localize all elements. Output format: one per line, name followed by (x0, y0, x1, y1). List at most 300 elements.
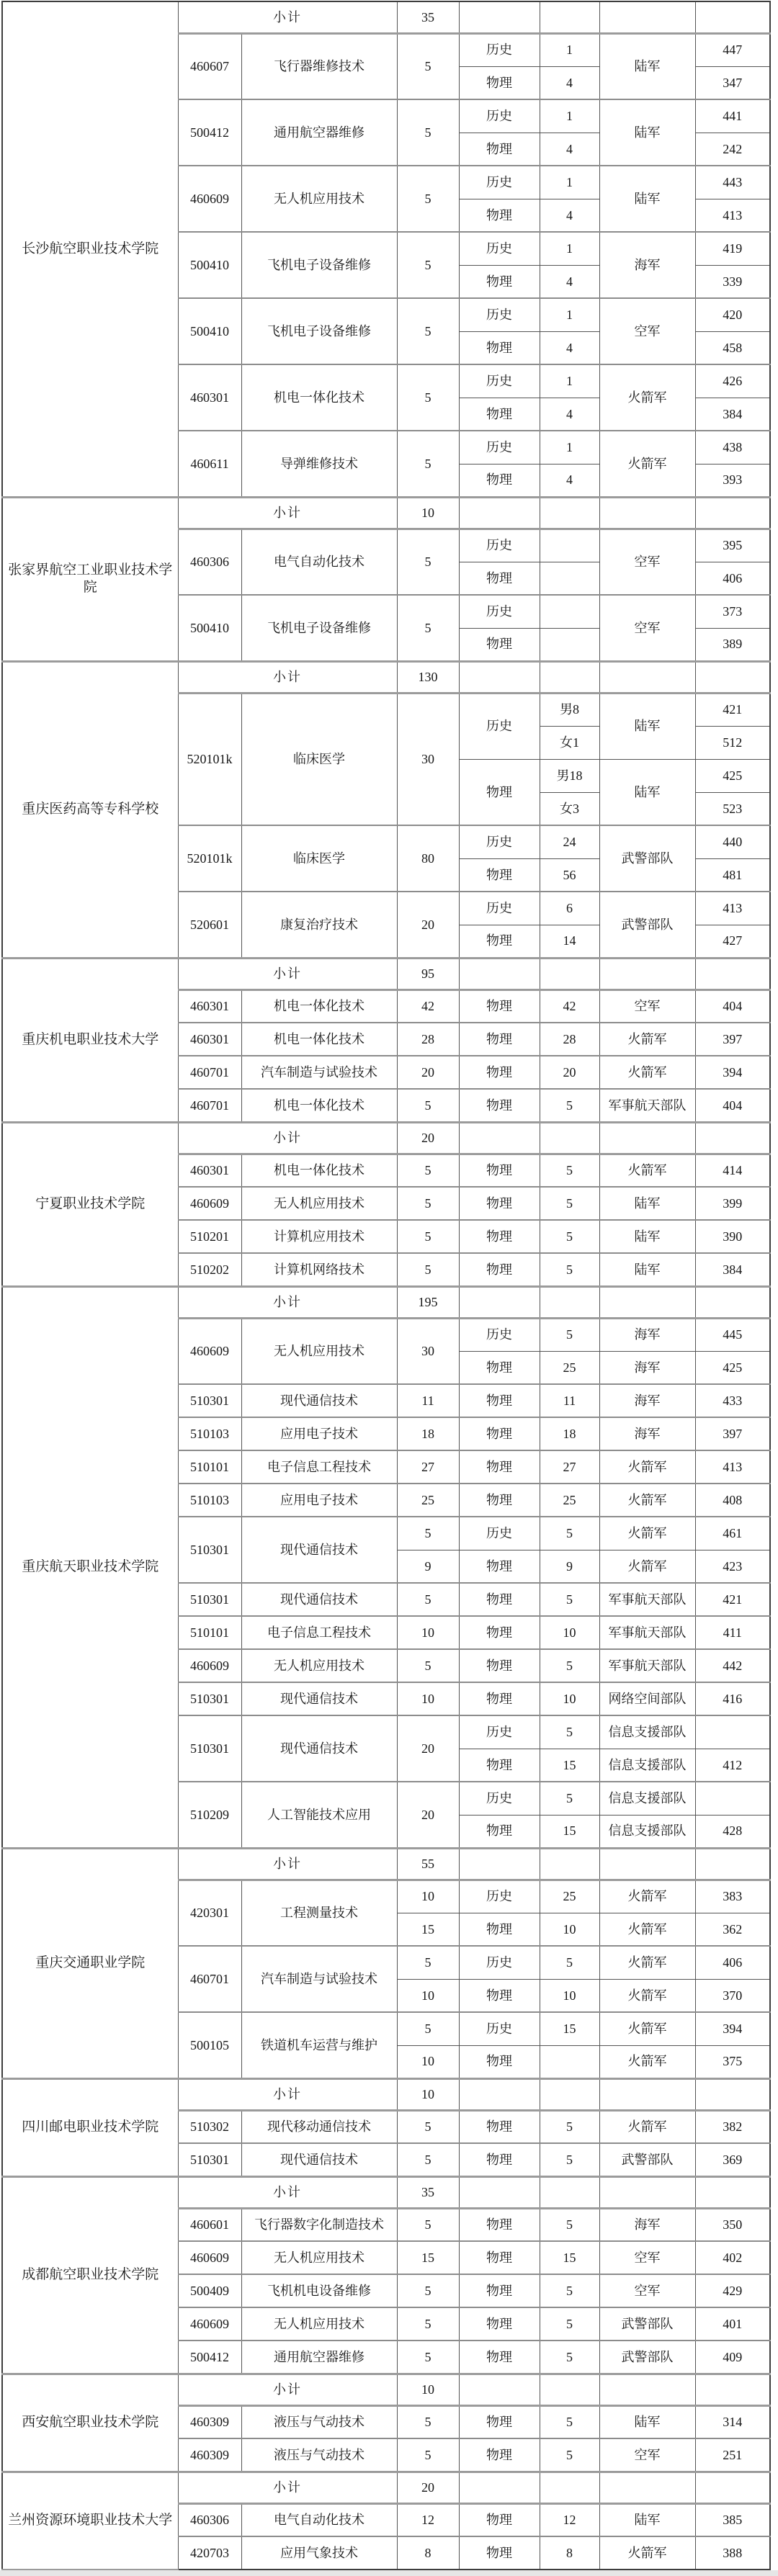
major-code: 460701 (178, 1089, 241, 1122)
school-cell: 西安航空职业技术学院 (2, 2374, 178, 2472)
branch-cell: 火箭军 (599, 1517, 695, 1550)
sub-count-cell: 8 (540, 2536, 599, 2570)
plan-count: 30 (397, 1318, 459, 1384)
sub-count-cell: 5 (540, 2143, 599, 2176)
subtotal-count: 55 (397, 1848, 459, 1880)
sub-count-cell: 15 (540, 1815, 599, 1848)
branch-cell: 火箭军 (599, 364, 695, 431)
admission-score-table (1, 1, 771, 2571)
plan-count: 5 (397, 99, 459, 166)
branch-cell: 火箭军 (599, 1979, 695, 2012)
subject-cell: 物理 (459, 2536, 540, 2570)
branch-cell: 武警部队 (599, 825, 695, 892)
score-cell: 384 (695, 398, 770, 431)
major-name: 现代通信技术 (241, 1583, 397, 1616)
subject-cell: 物理 (459, 199, 540, 232)
branch-cell: 武警部队 (599, 2143, 695, 2176)
school-cell: 长沙航空职业技术学院 (2, 1, 178, 497)
major-name: 现代移动通信技术 (241, 2110, 397, 2143)
score-cell: 458 (695, 331, 770, 364)
sub-count-cell: 4 (540, 464, 599, 497)
branch-cell: 海军 (599, 1351, 695, 1384)
score-cell: 347 (695, 66, 770, 99)
subject-cell: 物理 (459, 2341, 540, 2374)
subject-cell: 物理 (459, 2241, 540, 2274)
score-cell: 375 (695, 2045, 770, 2078)
major-code: 460701 (178, 1056, 241, 1089)
sub-count-cell (540, 595, 599, 628)
major-code: 510301 (178, 1715, 241, 1782)
score-cell: 441 (695, 99, 770, 133)
sub-count-cell: 1 (540, 298, 599, 331)
branch-cell: 火箭军 (599, 1023, 695, 1056)
branch-cell (599, 661, 695, 693)
sub-count-cell: 5 (540, 2208, 599, 2241)
branch-cell (599, 958, 695, 989)
score-cell: 481 (695, 858, 770, 892)
subtotal-row (2, 1, 770, 33)
subject-cell: 物理 (459, 1583, 540, 1616)
plan-count: 5 (397, 1583, 459, 1616)
branch-cell: 武警部队 (599, 2307, 695, 2341)
subtotal-count: 20 (397, 1122, 459, 1154)
score-cell: 423 (695, 1550, 770, 1583)
sub-count-cell: 15 (540, 2241, 599, 2274)
major-name: 飞机电子设备维修 (241, 232, 397, 298)
major-code: 460301 (178, 364, 241, 431)
branch-cell: 火箭军 (599, 1450, 695, 1484)
subtotal-label: 小计 (178, 1122, 397, 1154)
major-name: 机电一体化技术 (241, 1023, 397, 1056)
sub-count-cell (540, 628, 599, 661)
subject-cell: 物理 (459, 2438, 540, 2472)
plan-count: 8 (397, 2536, 459, 2570)
major-name: 飞机机电设备维修 (241, 2274, 397, 2307)
subject-cell: 物理 (459, 1450, 540, 1484)
sub-count-cell: 5 (540, 2438, 599, 2472)
subject-cell (459, 2374, 540, 2405)
score-cell: 429 (695, 2274, 770, 2307)
sub-count-cell: 男18 (540, 759, 599, 792)
major-code: 510101 (178, 1616, 241, 1649)
subject-cell: 历史 (459, 166, 540, 199)
plan-count: 5 (397, 33, 459, 99)
subject-cell: 物理 (459, 759, 540, 825)
branch-cell: 火箭军 (599, 1946, 695, 1979)
subject-cell: 历史 (459, 298, 540, 331)
school-cell: 重庆交通职业学院 (2, 1848, 178, 2078)
plan-count: 10 (397, 1979, 459, 2012)
sub-count-cell: 1 (540, 364, 599, 398)
branch-cell: 信息支援部队 (599, 1749, 695, 1782)
major-name: 电子信息工程技术 (241, 1450, 397, 1484)
subtotal-label: 小计 (178, 1848, 397, 1880)
score-cell: 425 (695, 759, 770, 792)
branch-cell: 火箭军 (599, 431, 695, 497)
branch-cell: 海军 (599, 1318, 695, 1351)
sub-count-cell: 4 (540, 331, 599, 364)
branch-cell: 空军 (599, 2274, 695, 2307)
subtotal-label: 小计 (178, 661, 397, 693)
school-cell: 张家界航空工业职业技术学院 (2, 497, 178, 661)
sub-count-cell: 20 (540, 1056, 599, 1089)
subject-cell: 历史 (459, 33, 540, 66)
major-code: 460609 (178, 1649, 241, 1682)
score-cell: 395 (695, 529, 770, 562)
branch-cell (599, 2374, 695, 2405)
branch-cell: 陆军 (599, 166, 695, 232)
subject-cell: 物理 (459, 464, 540, 497)
score-cell (695, 1848, 770, 1880)
plan-count: 20 (397, 1056, 459, 1089)
sub-count-cell: 男8 (540, 693, 599, 726)
school-cell: 四川邮电职业技术学院 (2, 2078, 178, 2176)
major-name: 液压与气动技术 (241, 2405, 397, 2438)
branch-cell: 军事航天部队 (599, 1089, 695, 1122)
major-code: 500412 (178, 99, 241, 166)
subject-cell: 物理 (459, 133, 540, 166)
plan-count: 5 (397, 2307, 459, 2341)
major-code: 460301 (178, 1023, 241, 1056)
score-cell: 421 (695, 1583, 770, 1616)
score-cell: 408 (695, 1484, 770, 1517)
subject-cell: 物理 (459, 1749, 540, 1782)
plan-count: 42 (397, 989, 459, 1023)
score-cell: 251 (695, 2438, 770, 2472)
major-name: 现代通信技术 (241, 1517, 397, 1583)
score-cell (695, 958, 770, 989)
major-code: 500410 (178, 298, 241, 364)
score-cell: 394 (695, 2012, 770, 2045)
major-code: 500410 (178, 595, 241, 661)
sub-count-cell: 15 (540, 2012, 599, 2045)
score-cell: 420 (695, 298, 770, 331)
score-cell: 433 (695, 1384, 770, 1417)
major-code: 460609 (178, 2241, 241, 2274)
plan-count: 5 (397, 1649, 459, 1682)
plan-count: 5 (397, 2208, 459, 2241)
major-name: 导弹维修技术 (241, 431, 397, 497)
major-code: 460609 (178, 1187, 241, 1220)
score-cell: 413 (695, 1450, 770, 1484)
major-code: 510301 (178, 1384, 241, 1417)
major-code: 460611 (178, 431, 241, 497)
subtotal-row (2, 2374, 770, 2405)
sub-count-cell: 5 (540, 1517, 599, 1550)
subject-cell: 历史 (459, 529, 540, 562)
sub-count-cell: 5 (540, 1089, 599, 1122)
subject-cell: 物理 (459, 1154, 540, 1187)
subject-cell: 物理 (459, 265, 540, 298)
subtotal-label: 小计 (178, 2374, 397, 2405)
subtotal-label: 小计 (178, 497, 397, 529)
branch-cell: 海军 (599, 232, 695, 298)
score-cell (695, 1782, 770, 1815)
plan-count: 5 (397, 431, 459, 497)
subject-cell: 物理 (459, 1089, 540, 1122)
score-cell: 445 (695, 1318, 770, 1351)
sub-count-cell: 27 (540, 1450, 599, 1484)
subtotal-row (2, 2176, 770, 2208)
plan-count: 28 (397, 1023, 459, 1056)
branch-cell (599, 2078, 695, 2110)
major-name: 机电一体化技术 (241, 1154, 397, 1187)
score-cell: 383 (695, 1880, 770, 1913)
plan-count: 5 (397, 2143, 459, 2176)
branch-cell: 军事航天部队 (599, 1583, 695, 1616)
sub-count-cell (540, 2472, 599, 2503)
score-cell: 426 (695, 364, 770, 398)
subject-cell: 历史 (459, 1880, 540, 1913)
branch-cell: 火箭军 (599, 1913, 695, 1946)
score-cell: 427 (695, 925, 770, 958)
major-name: 铁道机车运营与维护 (241, 2012, 397, 2078)
major-name: 现代通信技术 (241, 1384, 397, 1417)
major-code: 520101k (178, 693, 241, 825)
sub-count-cell: 4 (540, 265, 599, 298)
sub-count-cell: 6 (540, 892, 599, 925)
subject-cell: 历史 (459, 693, 540, 759)
plan-count: 10 (397, 1880, 459, 1913)
branch-cell: 空军 (599, 2241, 695, 2274)
plan-count: 20 (397, 1782, 459, 1848)
branch-cell: 空军 (599, 298, 695, 364)
score-cell: 393 (695, 464, 770, 497)
score-cell: 461 (695, 1517, 770, 1550)
plan-count: 10 (397, 2045, 459, 2078)
sub-count-cell: 5 (540, 2274, 599, 2307)
score-cell (695, 2374, 770, 2405)
score-cell: 397 (695, 1417, 770, 1450)
branch-cell (599, 1, 695, 33)
major-code: 510301 (178, 2143, 241, 2176)
score-cell: 416 (695, 1682, 770, 1715)
major-name: 电子信息工程技术 (241, 1616, 397, 1649)
branch-cell: 陆军 (599, 693, 695, 759)
sub-count-cell: 10 (540, 1682, 599, 1715)
score-cell: 413 (695, 892, 770, 925)
major-code: 510301 (178, 1583, 241, 1616)
plan-count: 30 (397, 693, 459, 825)
plan-count: 5 (397, 2274, 459, 2307)
plan-count: 11 (397, 1384, 459, 1417)
score-cell: 369 (695, 2143, 770, 2176)
subject-cell: 历史 (459, 1715, 540, 1749)
school-cell: 成都航空职业技术学院 (2, 2176, 178, 2374)
sub-count-cell (540, 1122, 599, 1154)
subject-cell: 物理 (459, 2208, 540, 2241)
subtotal-count: 95 (397, 958, 459, 989)
score-cell: 401 (695, 2307, 770, 2341)
subject-cell: 物理 (459, 2110, 540, 2143)
subject-cell: 物理 (459, 1056, 540, 1089)
subject-cell: 历史 (459, 1782, 540, 1815)
branch-cell: 火箭军 (599, 2536, 695, 2570)
branch-cell: 信息支援部队 (599, 1715, 695, 1749)
sub-count-cell: 5 (540, 1649, 599, 1682)
sub-count-cell: 25 (540, 1351, 599, 1384)
major-code: 510103 (178, 1417, 241, 1450)
subject-cell: 物理 (459, 1187, 540, 1220)
major-name: 应用电子技术 (241, 1417, 397, 1450)
plan-count: 5 (397, 2012, 459, 2045)
subtotal-label: 小计 (178, 2472, 397, 2503)
score-cell: 314 (695, 2405, 770, 2438)
plan-count: 5 (397, 1154, 459, 1187)
subject-cell (459, 1, 540, 33)
subtotal-count: 35 (397, 2176, 459, 2208)
subtotal-count: 195 (397, 1286, 459, 1318)
subject-cell: 历史 (459, 2012, 540, 2045)
subtotal-row (2, 497, 770, 529)
subject-cell: 物理 (459, 562, 540, 595)
sub-count-cell: 5 (540, 2110, 599, 2143)
subject-cell: 物理 (459, 1384, 540, 1417)
subject-cell: 历史 (459, 99, 540, 133)
score-cell: 414 (695, 1154, 770, 1187)
subtotal-count: 35 (397, 1, 459, 33)
sub-count-cell (540, 2176, 599, 2208)
subject-cell: 物理 (459, 2143, 540, 2176)
plan-count: 5 (397, 1946, 459, 1979)
major-name: 临床医学 (241, 693, 397, 825)
major-name: 汽车制造与试验技术 (241, 1056, 397, 1089)
major-name: 液压与气动技术 (241, 2438, 397, 2472)
subject-cell (459, 1848, 540, 1880)
subject-cell: 历史 (459, 232, 540, 265)
branch-cell: 火箭军 (599, 1880, 695, 1913)
sub-count-cell: 5 (540, 1253, 599, 1286)
subject-cell: 物理 (459, 989, 540, 1023)
major-name: 电气自动化技术 (241, 529, 397, 595)
sub-count-cell: 5 (540, 1782, 599, 1815)
plan-count: 5 (397, 595, 459, 661)
subtotal-row (2, 1286, 770, 1318)
major-code: 460609 (178, 2307, 241, 2341)
major-name: 现代通信技术 (241, 2143, 397, 2176)
branch-cell: 陆军 (599, 2405, 695, 2438)
branch-cell: 军事航天部队 (599, 1649, 695, 1682)
branch-cell: 火箭军 (599, 1056, 695, 1089)
major-code: 500410 (178, 232, 241, 298)
subject-cell: 历史 (459, 1946, 540, 1979)
branch-cell (599, 2176, 695, 2208)
major-code: 510202 (178, 1253, 241, 1286)
plan-count: 80 (397, 825, 459, 892)
sub-count-cell: 女3 (540, 792, 599, 825)
score-cell (695, 1286, 770, 1318)
score-cell: 419 (695, 232, 770, 265)
subject-cell (459, 2176, 540, 2208)
major-code: 510301 (178, 1682, 241, 1715)
major-code: 520601 (178, 892, 241, 958)
branch-cell: 海军 (599, 1417, 695, 1450)
subject-cell: 物理 (459, 331, 540, 364)
sub-count-cell: 10 (540, 1913, 599, 1946)
sub-count-cell: 1 (540, 166, 599, 199)
subtotal-label: 小计 (178, 2176, 397, 2208)
subject-cell: 物理 (459, 1023, 540, 1056)
subject-cell: 物理 (459, 2503, 540, 2536)
subject-cell: 历史 (459, 825, 540, 858)
score-cell: 425 (695, 1351, 770, 1384)
sub-count-cell (540, 1, 599, 33)
subject-cell (459, 2078, 540, 2110)
branch-cell: 陆军 (599, 759, 695, 825)
subject-cell (459, 1122, 540, 1154)
sub-count-cell (540, 497, 599, 529)
branch-cell: 海军 (599, 1384, 695, 1417)
branch-cell: 陆军 (599, 1220, 695, 1253)
major-code: 500412 (178, 2341, 241, 2374)
subject-cell: 物理 (459, 1253, 540, 1286)
major-code: 510209 (178, 1782, 241, 1848)
score-cell: 421 (695, 693, 770, 726)
major-code: 510302 (178, 2110, 241, 2143)
major-name: 无人机应用技术 (241, 166, 397, 232)
sub-count-cell: 1 (540, 33, 599, 66)
sub-count-cell: 5 (540, 2341, 599, 2374)
subject-cell: 物理 (459, 2405, 540, 2438)
major-name: 工程测量技术 (241, 1880, 397, 1946)
major-name: 飞行器维修技术 (241, 33, 397, 99)
major-name: 飞机电子设备维修 (241, 595, 397, 661)
sub-count-cell: 14 (540, 925, 599, 958)
subject-cell: 物理 (459, 1979, 540, 2012)
subject-cell: 物理 (459, 1815, 540, 1848)
plan-count: 5 (397, 232, 459, 298)
plan-count: 18 (397, 1417, 459, 1450)
sub-count-cell: 1 (540, 99, 599, 133)
sub-count-cell (540, 2078, 599, 2110)
branch-cell: 武警部队 (599, 2341, 695, 2374)
plan-count: 10 (397, 1616, 459, 1649)
subject-cell (459, 661, 540, 693)
branch-cell: 信息支援部队 (599, 1815, 695, 1848)
score-cell: 370 (695, 1979, 770, 2012)
major-name: 临床医学 (241, 825, 397, 892)
subtotal-row (2, 2472, 770, 2503)
sub-count-cell: 5 (540, 1583, 599, 1616)
sub-count-cell (540, 1286, 599, 1318)
branch-cell (599, 1848, 695, 1880)
score-cell: 404 (695, 989, 770, 1023)
major-name: 人工智能技术应用 (241, 1782, 397, 1848)
branch-cell (599, 1286, 695, 1318)
sub-count-cell: 10 (540, 1616, 599, 1649)
score-cell (695, 2472, 770, 2503)
subject-cell: 物理 (459, 1682, 540, 1715)
plan-count: 5 (397, 1253, 459, 1286)
major-name: 机电一体化技术 (241, 1089, 397, 1122)
subject-cell (459, 1286, 540, 1318)
score-cell: 402 (695, 2241, 770, 2274)
school-cell: 宁夏职业技术学院 (2, 1122, 178, 1286)
sub-count-cell (540, 1848, 599, 1880)
branch-cell: 军事航天部队 (599, 1616, 695, 1649)
major-name: 无人机应用技术 (241, 1187, 397, 1220)
subject-cell: 物理 (459, 1220, 540, 1253)
major-name: 无人机应用技术 (241, 1649, 397, 1682)
subtotal-label: 小计 (178, 2078, 397, 2110)
sub-count-cell: 11 (540, 1384, 599, 1417)
plan-count: 20 (397, 892, 459, 958)
plan-count: 25 (397, 1484, 459, 1517)
branch-cell: 网络空间部队 (599, 1682, 695, 1715)
subject-cell (459, 2472, 540, 2503)
score-cell (695, 2078, 770, 2110)
plan-count: 15 (397, 1913, 459, 1946)
